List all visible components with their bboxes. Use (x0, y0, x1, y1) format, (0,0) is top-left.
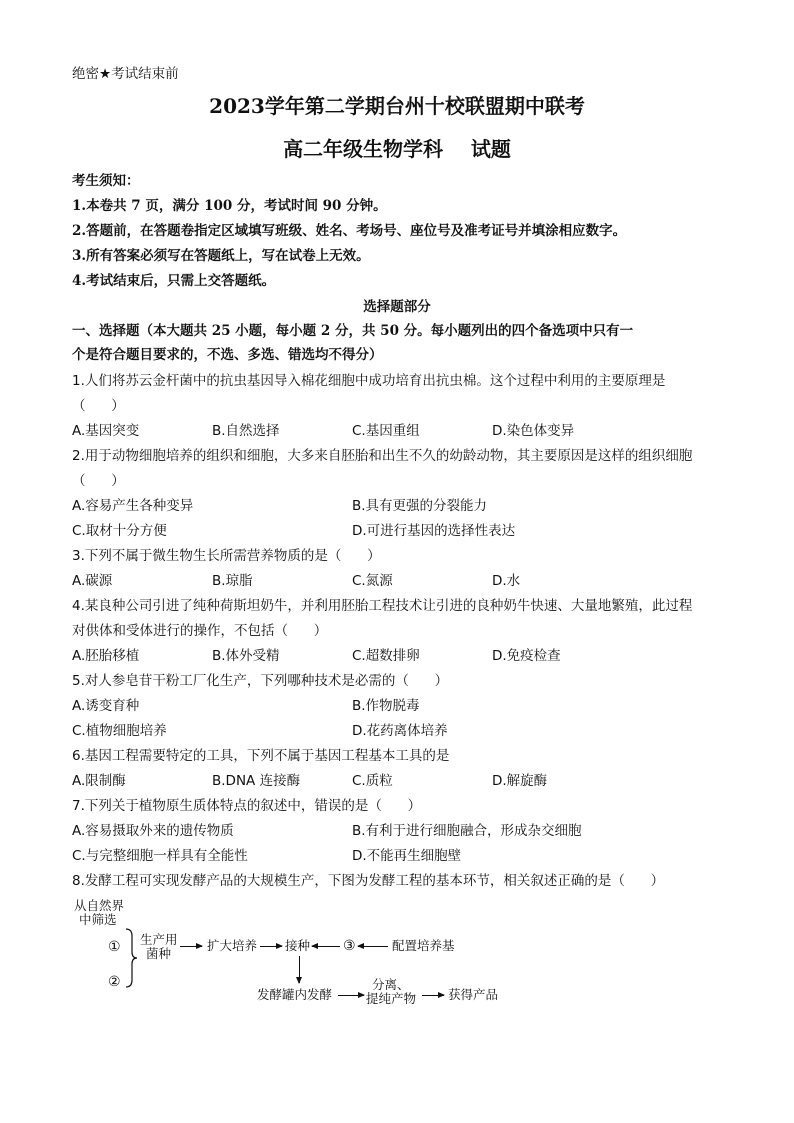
option: D.花药离体培养 (352, 723, 448, 739)
arrow-right (260, 946, 282, 947)
question-stem: 8.发酵工程可实现发酵产品的大规模生产，下图为发酵工程的基本环节，相关叙述正确的是（ ） (72, 873, 665, 889)
arrow-right (180, 946, 202, 947)
option: B.琼脂 (212, 573, 253, 589)
option: A.碳源 (72, 573, 113, 589)
arrow-down (299, 956, 300, 983)
confidential-mark: 绝密★考试结束前 (72, 66, 179, 82)
diagram-source: 从自然界 (74, 898, 125, 913)
question-stem: （ ） (72, 473, 125, 489)
question-stem: 3.下列不属于微生物生长所需营养物质的是（ ） (72, 548, 381, 564)
option: D.解旋酶 (492, 773, 548, 789)
section-intro: 个是符合题目要求的，不选、多选、错选均不得分） (72, 347, 383, 363)
option: B.具有更强的分裂能力 (352, 498, 488, 514)
option: D.免疫检查 (492, 648, 561, 664)
option: C.取材十分方便 (72, 523, 167, 539)
diagram-product: 获得产品 (448, 987, 499, 1002)
option: B.体外受精 (212, 648, 280, 664)
option: A.容易产生各种变异 (72, 498, 194, 514)
option: C.基因重组 (352, 423, 420, 439)
diagram-strain: 生产用 (140, 932, 178, 947)
arrow-right (422, 995, 444, 996)
option: C.植物细胞培养 (72, 723, 167, 739)
diagram-mark-3: ③ (343, 938, 356, 954)
option: C.超数排卵 (352, 648, 420, 664)
option: A.诱变育种 (72, 698, 140, 714)
notice-item: 3.所有答案必须写在答题纸上，写在试卷上无效。 (72, 248, 370, 264)
option: D.可进行基因的选择性表达 (352, 523, 516, 539)
question-stem: 5.对人参皂苷干粉工厂化生产，下列哪种技术是必需的（ ） (72, 673, 449, 689)
option: B.有利于进行细胞融合，形成杂交细胞 (352, 823, 582, 839)
arrow-left (312, 946, 340, 947)
notice-item: 2.答题前，在答题卷指定区域填写班级、姓名、考场号、座位号及准考证号并填涂相应数字。 (72, 223, 627, 239)
notice-item: 1.本卷共 7 页，满分 100 分，考试时间 90 分钟。 (72, 198, 387, 214)
arrow-left (358, 946, 388, 947)
option: D.不能再生细胞壁 (352, 848, 462, 864)
option: A.限制酶 (72, 773, 126, 789)
question-stem: 7.下列关于植物原生质体特点的叙述中，错误的是（ ） (72, 798, 422, 814)
question-stem: 6.基因工程需要特定的工具，下列不属于基因工程基本工具的是 (72, 748, 450, 764)
section-title: 选择题部分 (363, 299, 431, 315)
option: A.基因突变 (72, 423, 140, 439)
question-stem: 4.某良种公司引进了纯种荷斯坦奶牛，并利用胚胎工程技术让引进的良种奶牛快速、大量地繁殖，此过程 (72, 598, 693, 614)
diagram-separate: 提纯产物 (366, 991, 417, 1006)
diagram-prepare: 配置培养基 (392, 938, 455, 953)
exam-title: 2023学年第二学期台州十校联盟期中联考 (209, 94, 585, 118)
option: A.容易摄取外来的遗传物质 (72, 823, 234, 839)
diagram-strain: 菌种 (146, 946, 172, 961)
question-stem: 2.用于动物细胞培养的组织和细胞，大多来自胚胎和出生不久的幼龄动物，其主要原因是这样的组织细胞 (72, 448, 693, 464)
diagram-expand: 扩大培养 (207, 938, 258, 953)
section-intro: 一、选择题（本大题共 25 小题，每小题 2 分，共 50 分。每小题列出的四个备选项中只有一 (72, 323, 634, 339)
option: B.DNA 连接酶 (212, 773, 301, 789)
diagram-separate: 分离、 (372, 977, 410, 992)
option: C.与完整细胞一样具有全能性 (72, 848, 248, 864)
diagram-inoculate: 接种 (285, 938, 311, 953)
option: B.作物脱毒 (352, 698, 420, 714)
option: D.水 (492, 573, 521, 589)
option: C.氮源 (352, 573, 393, 589)
notice-item: 4.考试结束后，只需上交答题纸。 (72, 273, 276, 289)
option: D.染色体变异 (492, 423, 575, 439)
option: C.质粒 (352, 773, 393, 789)
exam-subtitle: 高二年级生物学科 试题 (283, 137, 511, 161)
diagram-ferment: 发酵罐内发酵 (257, 987, 333, 1002)
diagram-mark-1: ① (108, 939, 121, 955)
diagram-source: 中筛选 (79, 912, 117, 927)
option: B.自然选择 (212, 423, 280, 439)
brace-shape (124, 928, 138, 988)
notice-heading: 考生须知： (72, 173, 140, 189)
question-stem: 1.人们将苏云金杆菌中的抗虫基因导入棉花细胞中成功培育出抗虫棉。这个过程中利用的主要原理是 (72, 373, 666, 389)
option: A.胚胎移植 (72, 648, 140, 664)
question-stem: （ ） (72, 398, 125, 414)
diagram-mark-2: ② (108, 974, 121, 990)
question-stem: 对供体和受体进行的操作，不包括（ ） (72, 623, 328, 639)
arrow-right (338, 995, 364, 996)
